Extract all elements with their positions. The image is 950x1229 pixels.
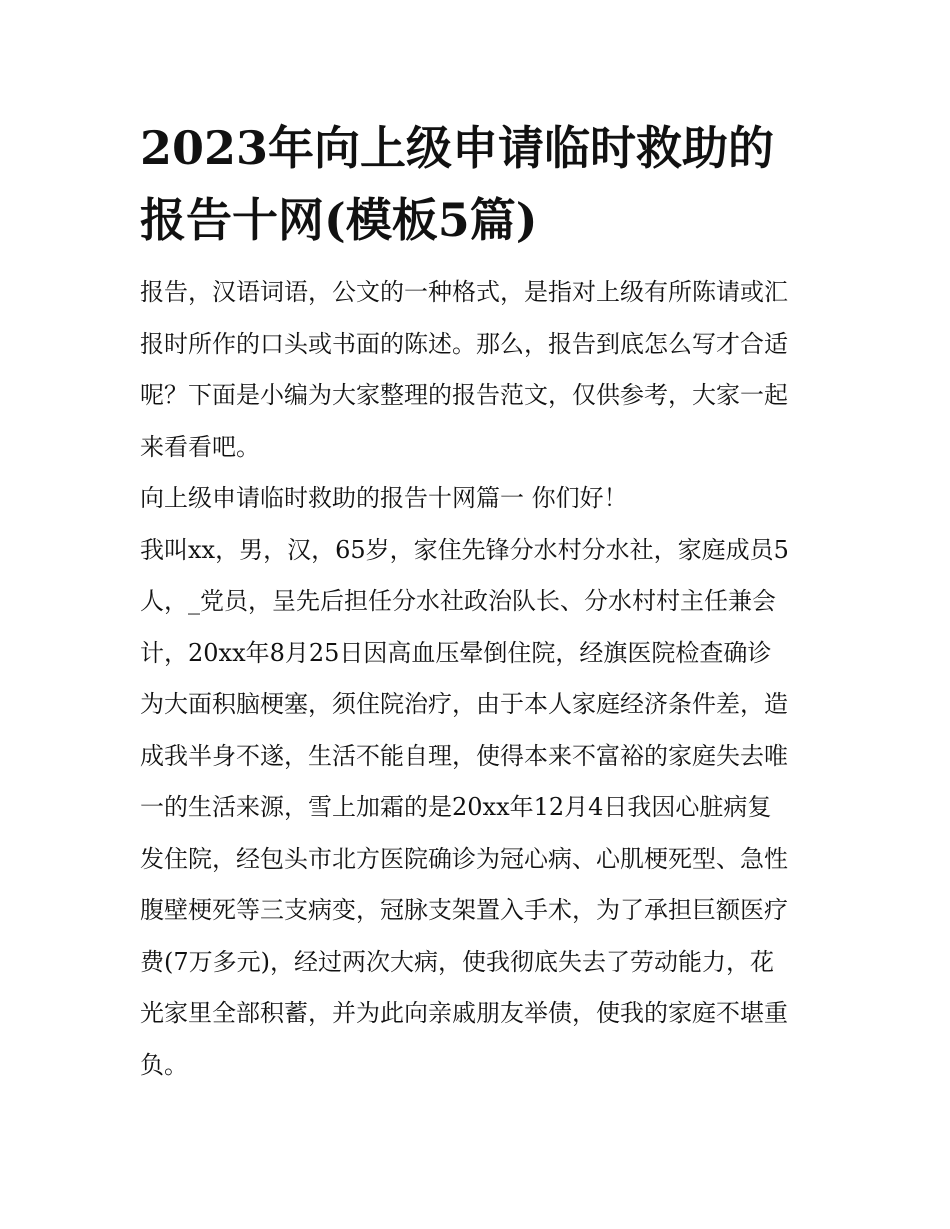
intro-paragraph [140, 267, 815, 473]
text-line: 光家里全部积蓄，并为此向亲戚朋友举债，使我的家庭不堪重 [140, 999, 788, 1027]
text-line: 人，_党员，呈先后担任分水社政治队长、分水村村主任兼会 [140, 587, 776, 615]
title-line: 2023年向上级申请临时救助的 [140, 121, 775, 175]
text-line: 负。 [140, 1050, 188, 1079]
text-line: 计，20xx年8月25日因高血压晕倒住院，经旗医院检查确诊 [140, 638, 772, 667]
text-line: 我叫xx，男，汉，65岁，家住先锋分水村分水社，家庭成员5 [140, 535, 789, 564]
document-title [140, 112, 815, 256]
text-line: 报告，汉语词语，公文的一种格式，是指对上级有所陈请或汇 [140, 278, 788, 306]
title-line: 报告十网(模板5篇) [140, 193, 538, 247]
section-heading-paragraph [140, 473, 815, 525]
text-line: 为大面积脑梗塞，须住院治疗，由于本人家庭经济条件差，造 [140, 690, 788, 718]
text-line: 腹壁梗死等三支病变，冠脉支架置入手术，为了承担巨额医疗 [140, 896, 788, 924]
text-line: 向上级申请临时救助的报告十网篇一 你们好！ [140, 484, 628, 512]
text-line: 报时所作的口头或书面的陈述。那么，报告到底怎么写才合适 [140, 329, 788, 358]
text-line: 成我半身不遂，生活不能自理，使得本来不富裕的家庭失去唯 [140, 741, 788, 770]
text-line: 发住院，经包头市北方医院确诊为冠心病、心肌梗死型、急性 [140, 844, 788, 873]
text-line: 来看看吧。 [140, 432, 260, 461]
document-content [140, 112, 815, 1091]
text-line: 一的生活来源，雪上加霜的是20xx年12月4日我因心脏病复 [140, 793, 772, 821]
text-line: 费(7万多元)，经过两次大病，使我彻底失去了劳动能力，花 [140, 947, 774, 976]
body-paragraph [140, 525, 815, 1092]
text-line: 呢？下面是小编为大家整理的报告范文，仅供参考，大家一起 [140, 381, 788, 409]
